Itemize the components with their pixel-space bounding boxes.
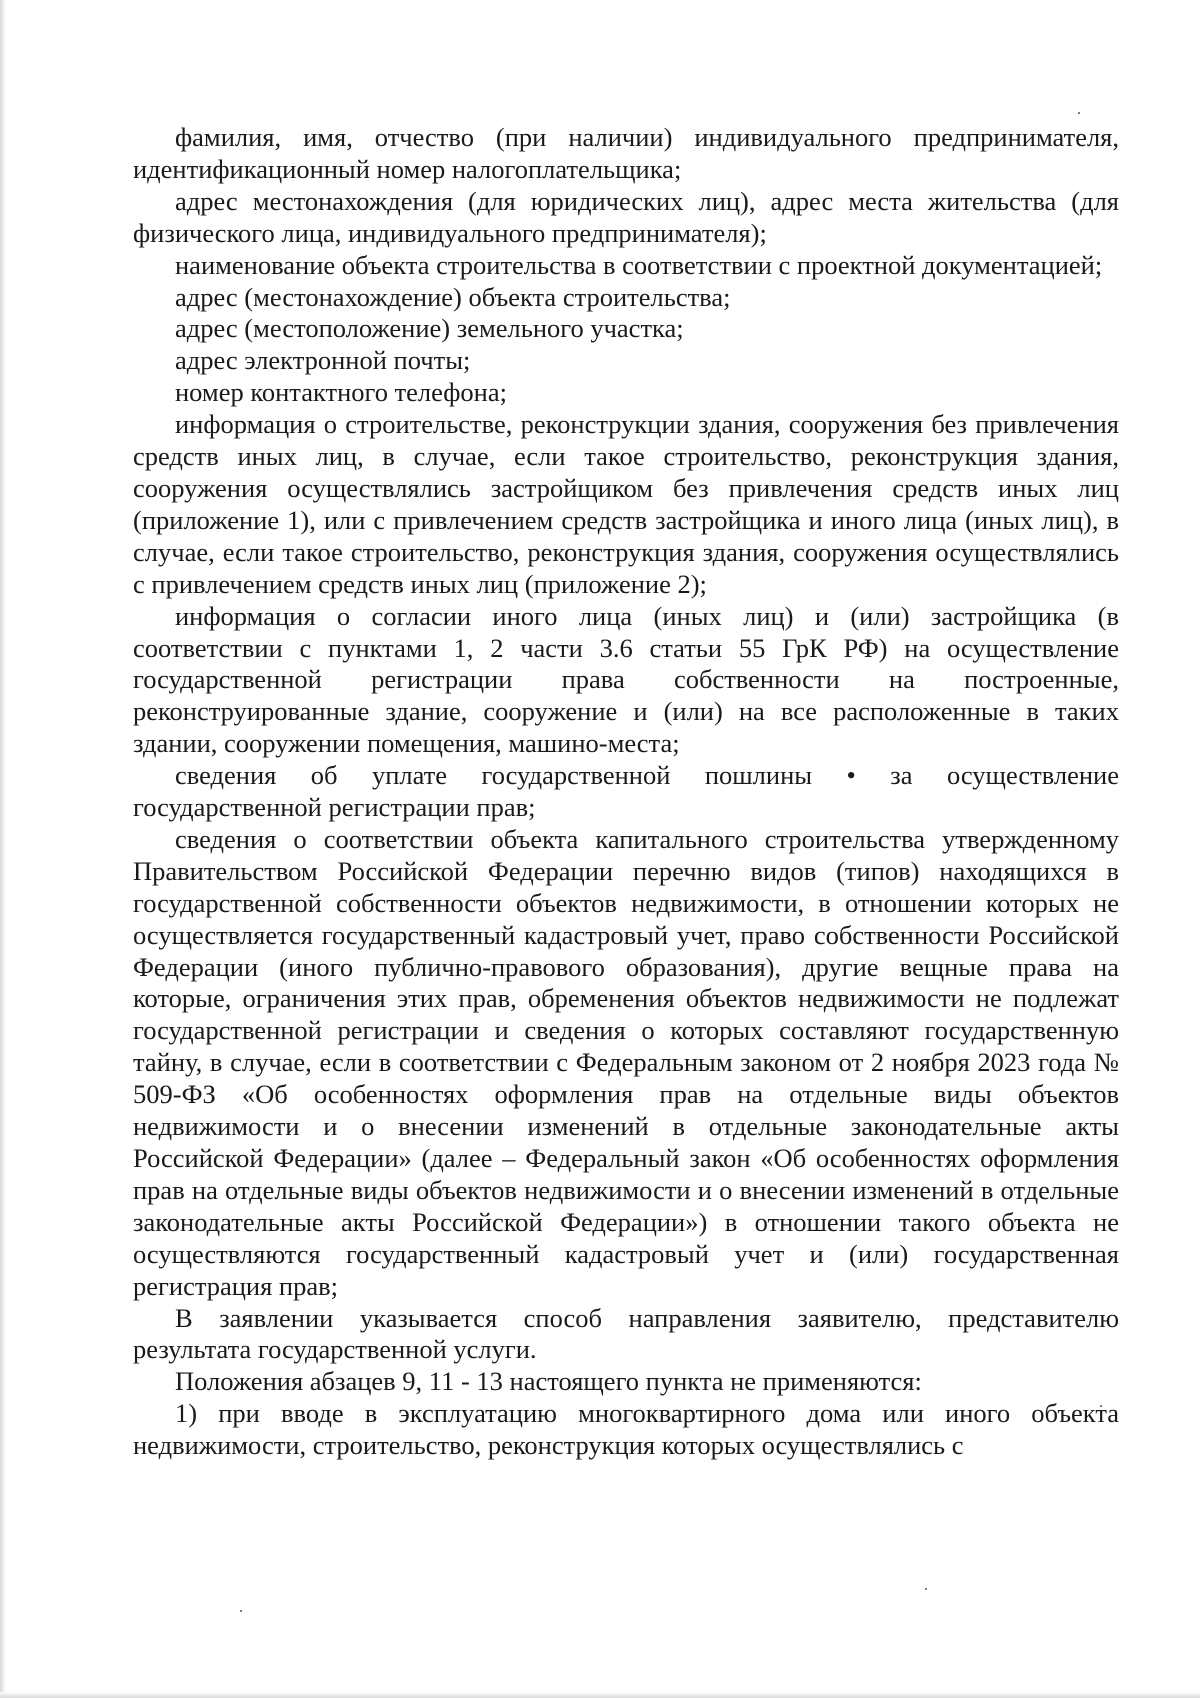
paragraph: сведения о соответствии объекта капитального строительства утвержденному Правительством Российской Федерации перечню видов (типов) находящихся в государственной собственности объектов недвижимости, в отношении которых не осуществляется государственный кадастровый учет, право собственности Российской Федерации (иного публично-правового образования), другие вещные права на которые, ограничения этих прав, обременения объектов недвижимости не подлежат государственной регистрации и сведения о которых составляют государственную тайну, в случае, если в соответствии с Федеральным законом от 2 ноября 2023 года № 509-ФЗ «Об особенностях оформления прав на отдельные виды объектов недвижимости и о внесении изменений в отдельные законодательные акты Российской Федерации» (далее – Федеральный закон «Об особенностях оформления прав на отдельные виды объектов недвижимости и о внесении изменений в отдельные законодательные акты Российской Федерации») в отношении такого объекта не осуществляются государственный кадастровый учет и (или) государственная регистрация прав; bbox=[133, 823, 1119, 1301]
scan-bottom-edge bbox=[0, 1692, 1200, 1698]
scan-left-edge bbox=[0, 0, 6, 1698]
paragraph: В заявлении указывается способ направления заявителю, представителю результата государственной услуги. bbox=[133, 1302, 1119, 1365]
document-body bbox=[133, 122, 1119, 1462]
paragraph: фамилия, имя, отчество (при наличии) индивидуального предпринимателя, идентификационный номер налогоплательщика; bbox=[133, 122, 1119, 184]
paragraph: адрес (местоположение) земельного участка; bbox=[175, 313, 684, 344]
scan-speck bbox=[925, 1588, 927, 1590]
paragraph: адрес электронной почты; bbox=[175, 345, 471, 376]
scan-speck bbox=[240, 1610, 242, 1612]
paragraph: 1) при вводе в эксплуатацию многоквартирного дома или иного объекта недвижимости, строительство, реконструкция которых осуществлялись с bbox=[133, 1398, 1119, 1461]
paragraph: Положения абзацев 9, 11 - 13 настоящего пункта не применяются: bbox=[175, 1366, 922, 1397]
paragraph: наименование объекта строительства в соответствии с проектной документацией; bbox=[175, 249, 1103, 280]
paragraph: информация о строительстве, реконструкции здания, сооружения без привлечения средств иных лиц, в случае, если такое строительство, реконструкция здания, сооружения осуществлялись застройщиком без привлечения средств иных лиц (приложение 1), или с привлечением средств застройщика и иного лица (иных лиц), в случае, если такое строительство, реконструкция здания, сооружения осуществлялись с привлечением средств иных лиц (приложение 2); bbox=[133, 409, 1119, 599]
paragraph: адрес местонахождения (для юридических лиц), адрес места жительства (для физического лица, индивидуального предпринимателя); bbox=[133, 185, 1119, 248]
paragraph: сведения об уплате государственной пошлины • за осуществление государственной регистрации прав; bbox=[133, 760, 1119, 823]
paragraph: адрес (местонахождение) объекта строительства; bbox=[175, 281, 731, 312]
scan-speck bbox=[1078, 112, 1080, 114]
paragraph: информация о согласии иного лица (иных лиц) и (или) застройщика (в соответствии с пунктами 1, 2 части 3.6 статьи 55 ГрК РФ) на осуществление государственной регистрации права собственности на построенные, реконструированные здание, сооружение и (или) на все расположенные в таких здании, сооружении помещения, машино-места; bbox=[133, 600, 1119, 759]
paragraph: номер контактного телефона; bbox=[175, 377, 507, 408]
